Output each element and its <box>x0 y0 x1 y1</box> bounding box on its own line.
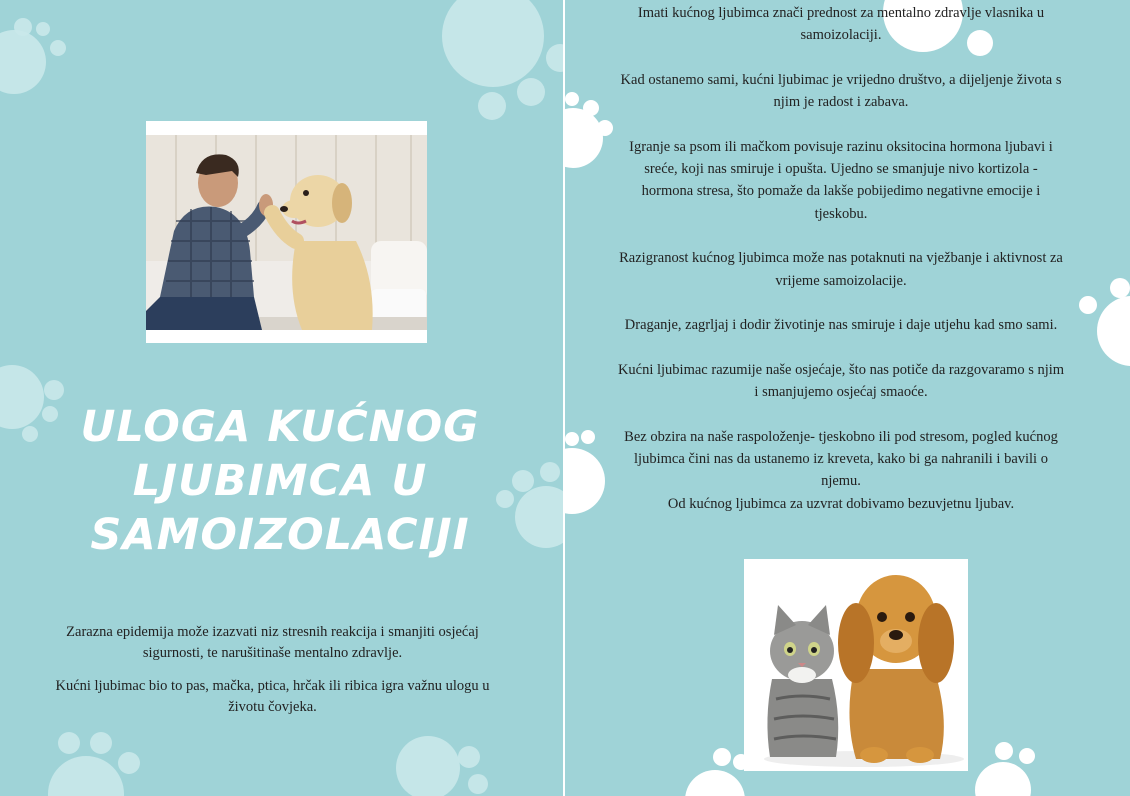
paw-dot <box>44 380 64 400</box>
man-dog-illustration <box>146 121 427 343</box>
title-line: ULOGA KUĆNOG <box>80 402 480 452</box>
paragraph: Igranje sa psom ili mačkom povisuje razinu oksitocina hormona ljubavi i sreće, koji nas smiruje i opušta. Ujedno se smanjuje nivo kortizola - hormona stresa, što pomaže da lakše pobijedimo negativne emocije i tjeskobu. <box>629 138 1053 222</box>
man-dog-photo <box>146 121 427 343</box>
paw-dot <box>36 22 50 36</box>
kitten-puppy-photo <box>744 559 968 771</box>
paragraph: Razigranost kućnog ljubimca može nas potaknuti na vježbanje i aktivnost za vrijeme samoizolacije. <box>619 250 1063 289</box>
paw-dot <box>565 448 605 514</box>
benefits-text <box>617 2 1065 515</box>
paw-dot <box>515 486 563 548</box>
intro-text <box>50 622 495 730</box>
paw-dot <box>995 742 1013 760</box>
paw-dot <box>581 430 595 444</box>
paw-dot <box>14 18 32 36</box>
paragraph: Zarazna epidemija može izazvati niz stresnih reakcija i smanjiti osjećaj sigurnosti, te narušitinaše mentalno zdravlje. <box>66 624 479 661</box>
paragraph: Kad ostanemo sami, kućni ljubimac je vrijedno društvo, a dijeljenje života s njim je radost i zabava. <box>620 71 1062 111</box>
paw-dot <box>565 108 603 168</box>
paw-dot <box>565 92 579 106</box>
paw-dot <box>1110 278 1130 298</box>
title-line: LJUBIMCA U <box>132 456 428 506</box>
paw-dot <box>1097 296 1130 366</box>
paw-dot <box>42 406 58 422</box>
paw-dot <box>50 40 66 56</box>
paw-dot <box>597 120 613 136</box>
paragraph: Od kućnog ljubimca za uzvrat dobivamo bezuvjetnu ljubav. <box>667 495 1015 512</box>
paw-dot <box>540 462 560 482</box>
paragraph: Kućni ljubimac razumije naše osjećaje, što nas potiče da razgovaramo s njim i smanjujemo osjećaj smaoće. <box>617 361 1065 401</box>
paw-dot <box>1079 296 1097 314</box>
title-line: SAMOIZOLACIJI <box>90 510 470 560</box>
paw-dot <box>583 100 599 116</box>
paw-dot <box>48 756 124 796</box>
paragraph: Kućni ljubimac bio to pas, mačka, ptica, hrčak ili ribica igra važnu ulogu u životu čovjeka. <box>55 678 490 715</box>
paw-dot <box>0 365 44 429</box>
paw-dot <box>496 490 514 508</box>
paw-dot <box>565 432 579 446</box>
paragraph: Draganje, zagrljaj i dodir životinje nas smiruje i daje utjehu kad smo sami. <box>624 317 1058 334</box>
paw-dot <box>468 774 488 794</box>
left-page <box>0 0 563 796</box>
paragraph: Bez obzira na naše raspoloženje- tjeskobno ili pod stresom, pogled kućnog ljubimca čini nas da ustanemo iz kreveta, kako bi ga nahranili i bavili o njemu. <box>624 428 1058 490</box>
paw-dot <box>396 736 460 796</box>
paw-dot <box>975 762 1031 796</box>
paw-dot <box>118 752 140 774</box>
paw-dot <box>22 426 38 442</box>
paw-dot <box>546 44 563 72</box>
paragraph: Imati kućnog ljubimca znači prednost za mentalno zdravlje vlasnika u samoizolaciji. <box>637 5 1045 44</box>
paw-dot <box>90 732 112 754</box>
paw-dot <box>517 78 545 106</box>
paw-dot <box>713 748 731 766</box>
paw-dot <box>685 770 745 796</box>
paw-dot <box>58 732 80 754</box>
paw-dot <box>0 30 46 94</box>
paw-dot <box>458 746 480 768</box>
right-page <box>565 0 1130 796</box>
paw-dot <box>442 0 544 87</box>
kitten-puppy-illustration <box>744 559 968 771</box>
paw-dot <box>1019 748 1035 764</box>
paw-dot <box>478 92 506 120</box>
page-title <box>80 400 480 562</box>
